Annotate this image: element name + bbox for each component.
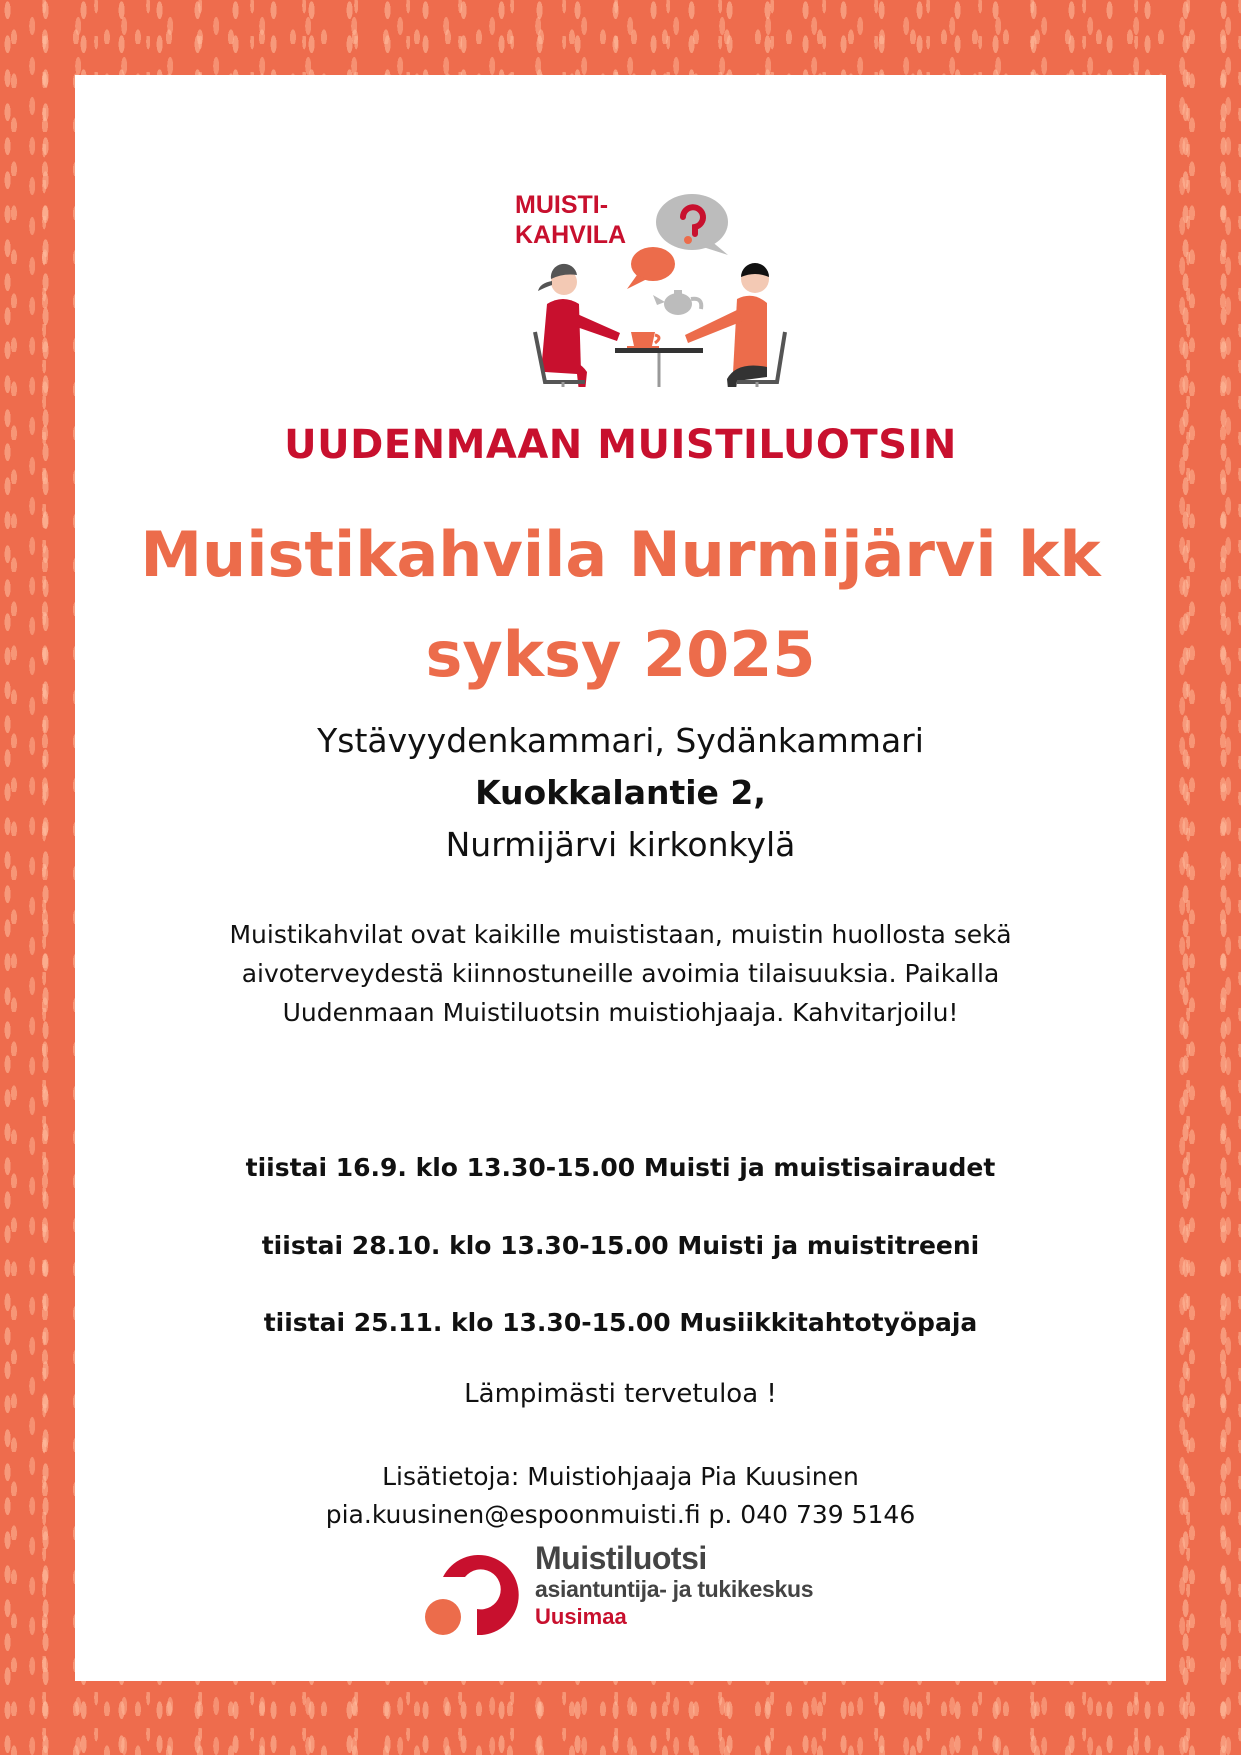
footer-logo-subtitle: asiantuntija- ja tukikeskus	[535, 1576, 814, 1602]
event-item-3: tiistai 25.11. klo 13.30-15.00 Musiikkitahtotyöpaja	[263, 1308, 978, 1337]
welcome-text: Lämpimästi tervetuloa !	[464, 1379, 777, 1409]
muistiluotsi-mark-icon	[415, 1535, 525, 1645]
muistikahvila-logo	[485, 107, 845, 387]
venue-city: Nurmijärvi kirkonkylä	[445, 825, 796, 864]
contact-person: Lisätietoja: Muistiohjaaja Pia Kuusinen	[382, 1462, 859, 1491]
logo-word-muisti: MUISTI-	[515, 191, 609, 219]
description: Muistikahvilat ovat kaikille muististaan, muistin huollosta sekä aivoterveydestä kiinnostuneille avoimia tilaisuuksia. Paikalla Uudenmaan Muistiluotsin muistiohjaaja. Kahvitarjoilu!	[229, 920, 1012, 1027]
footer-logo-name: Muistiluotsi	[535, 1540, 707, 1576]
venue-name: Ystävyydenkammari, Sydänkammari	[317, 721, 924, 760]
cafe-illustration-icon	[485, 107, 845, 387]
title-line-1: Muistikahvila Nurmijärvi kk	[140, 518, 1101, 591]
muistiluotsi-logo	[415, 1535, 835, 1645]
subtitle: UUDENMAAN MUISTILUOTSIN	[284, 422, 957, 468]
venue-block	[75, 715, 1166, 871]
logo-word-kahvila: KAHVILA	[515, 221, 627, 249]
event-item-2: tiistai 28.10. klo 13.30-15.00 Muisti ja muistitreeni	[261, 1231, 980, 1260]
footer-logo-region: Uusimaa	[535, 1604, 627, 1629]
page-title	[75, 505, 1166, 705]
contact-details: pia.kuusinen@espoonmuisti.fi p. 040 739 5146	[325, 1500, 916, 1529]
poster-panel	[75, 75, 1166, 1681]
event-item-1: tiistai 16.9. klo 13.30-15.00 Muisti ja muistisairaudet	[245, 1153, 996, 1182]
title-line-2: syksy 2025	[425, 618, 816, 691]
venue-address: Kuokkalantie 2,	[475, 773, 766, 812]
contact-block	[75, 1458, 1166, 1534]
footer-logo-text	[535, 1541, 813, 1631]
